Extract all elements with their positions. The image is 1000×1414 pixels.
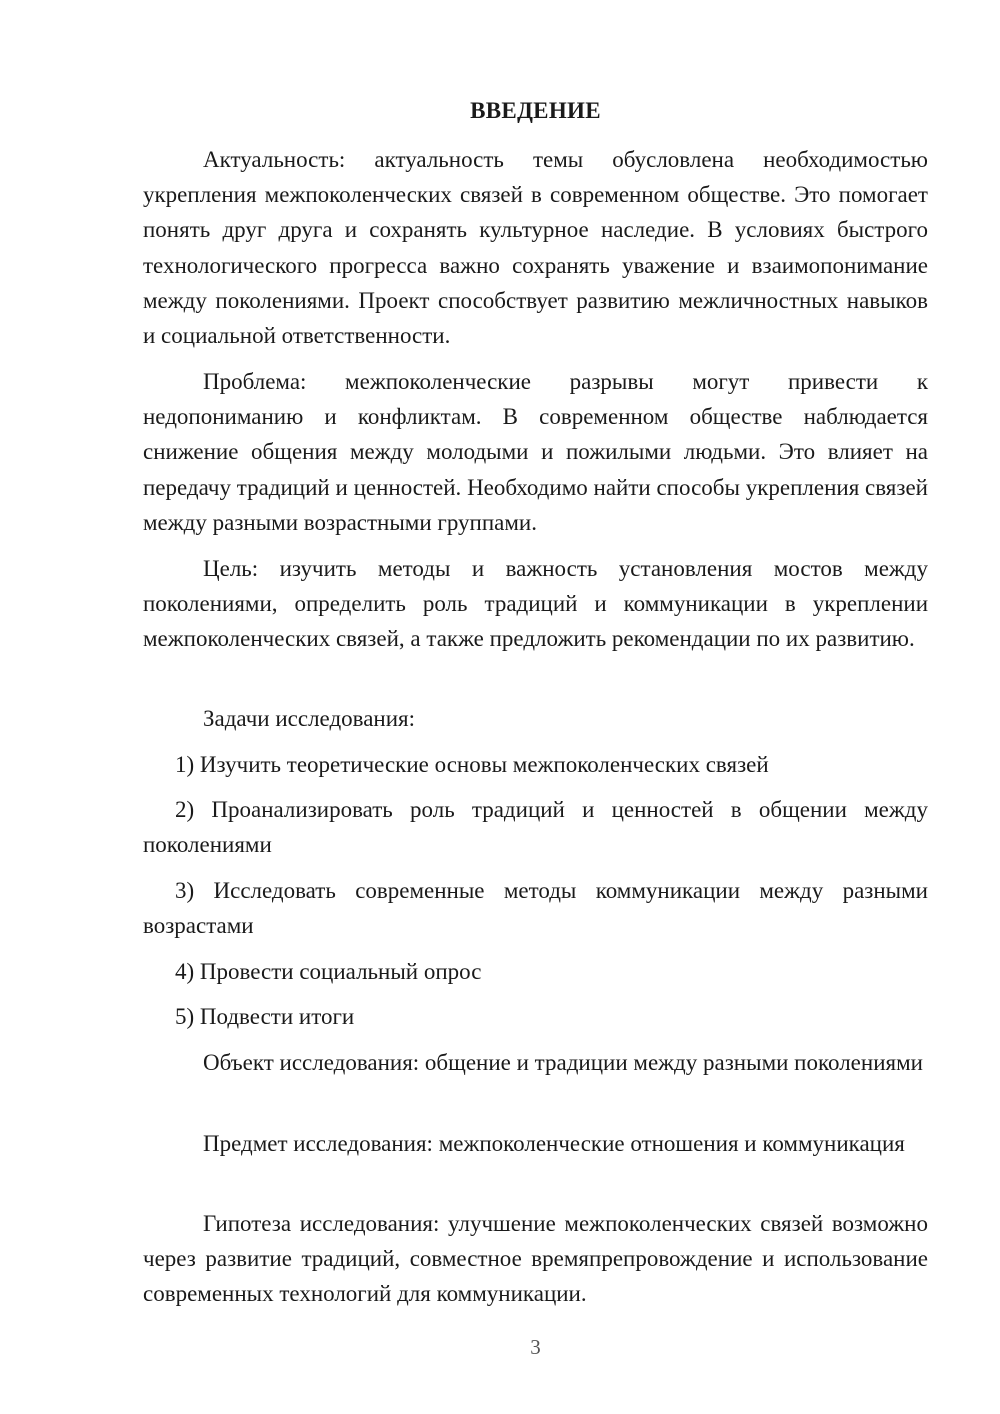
page-title: ВВЕДЕНИЕ — [470, 98, 601, 123]
task-item-2: 2) Проанализировать роль традиций и ценностей в общении между поколениями — [143, 797, 928, 858]
task-item-3: 3) Исследовать современные методы коммуникации между разными возрастами — [143, 878, 928, 939]
task-item-1: 1) Изучить теоретические основы межпоколенческих связей — [175, 752, 769, 777]
relevance-paragraph: Актуальность: актуальность темы обусловлена необходимостью укрепления межпоколенческих связей в современном обществе. Это помогает понять друг друга и сохранять культурное наследие. В условиях быстрого технологического прогресса важно сохранять уважение и взаимопонимание между поколениями. Проект способствует развитию межличностных навыков и социальной ответственности. — [143, 147, 928, 349]
task-item-5: 5) Подвести итоги — [175, 1004, 355, 1029]
task-item-4: 4) Провести социальный опрос — [175, 959, 482, 984]
object-paragraph: Объект исследования: общение и традиции между разными поколениями — [203, 1050, 923, 1075]
page-number: 3 — [530, 1335, 541, 1359]
hypothesis-paragraph: Гипотеза исследования: улучшение межпоколенческих связей возможно через развитие традиций, совместное времяпрепровождение и использование современных технологий для коммуникации. — [143, 1211, 928, 1307]
subject-paragraph: Предмет исследования: межпоколенческие отношения и коммуникация — [203, 1131, 905, 1156]
goal-paragraph: Цель: изучить методы и важность установления мостов между поколениями, определить роль традиций и коммуникации в укреплении межпоколенческих связей, а также предложить рекомендации по их развитию. — [143, 556, 928, 652]
problem-paragraph: Проблема: межпоколенческие разрывы могут привести к недопониманию и конфликтам. В современном обществе наблюдается снижение общения между молодыми и пожилыми людьми. Это влияет на передачу традиций и ценностей. Необходимо найти способы укрепления связей между разными возрастными группами. — [143, 369, 928, 535]
tasks-heading: Задачи исследования: — [203, 706, 416, 731]
